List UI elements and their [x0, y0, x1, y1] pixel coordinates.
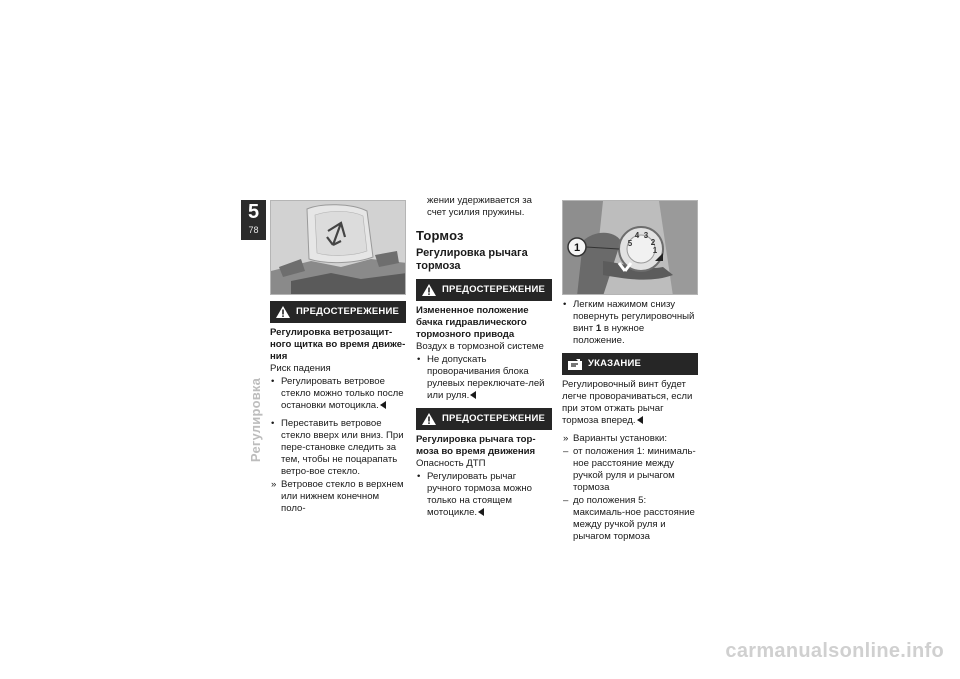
end-marker-icon — [470, 391, 476, 399]
warning-triangle-icon — [422, 284, 436, 296]
bullet-marker: • — [271, 376, 275, 387]
note-text — [562, 379, 698, 427]
chapter-number: 5 — [247, 201, 260, 223]
warning-bar — [416, 408, 552, 430]
warning-risk: Опасность ДТП — [416, 458, 486, 469]
page-number: 78 — [248, 225, 259, 235]
dial-number: 4 — [634, 231, 640, 240]
chapter-label — [246, 360, 266, 480]
warning-title: Регулировка рычага тор-моза во время движения — [416, 434, 536, 457]
step-text: Ветровое стекло в верхнем или нижнем конечном поло- — [281, 479, 404, 514]
bullet-callout-ref: 1 — [595, 323, 602, 334]
warning-bullet — [270, 376, 406, 412]
warning-label: ПРЕДОСТЕРЕЖЕНИЕ — [296, 306, 400, 317]
warning-triangle-icon — [276, 306, 290, 318]
hand-pointer-icon — [568, 359, 582, 370]
brake-lever-illustration — [563, 201, 698, 295]
warning-label: ПРЕДОСТЕРЕЖЕНИЕ — [442, 413, 546, 424]
column-1 — [270, 200, 406, 515]
bullet-marker: • — [271, 418, 275, 429]
bullet-text: Переставить ветровое стекло вверх или вниз. При пере-становке следить за тем, чтобы не поцарапать ветро-вое стекло. — [281, 418, 404, 477]
dash-text: до положения 5: максималь-ное расстояние между ручкой руля и рычагом тормоза — [573, 495, 695, 542]
section-title: Тормоз — [416, 228, 464, 243]
warning-title: Измененное положение бачка гидравлического тормозного привода — [416, 305, 529, 340]
windscreen-illustration — [271, 201, 406, 295]
warning-title: Регулировка ветрозащит-ного щитка во время движе-ния — [270, 327, 406, 362]
end-marker-icon — [478, 508, 484, 516]
end-marker-icon — [380, 401, 386, 409]
bullet-text-post: в нужное положение. — [573, 323, 645, 346]
note-bar — [562, 353, 698, 375]
bullet-text: Регулировать рычаг ручного тормоза можно только на стоящем мотоцикле. — [427, 471, 533, 518]
step-text: Варианты установки: — [573, 433, 668, 444]
note-label: УКАЗАНИЕ — [588, 358, 642, 369]
dash-item — [562, 446, 698, 494]
warning-bar — [270, 301, 406, 323]
bullet-text: Не допускать проворачивания блока рулевых переключате-лей или руля. — [427, 354, 545, 401]
dial-number: 2 — [650, 238, 656, 247]
dial-number: 5 — [627, 239, 633, 248]
note-text-content: Регулировочный винт будет легче проворачиваться, если при этом отжать рычаг тормоза вперед. — [562, 379, 693, 426]
warning-triangle-icon — [422, 413, 436, 425]
dial-number: 1 — [652, 246, 658, 255]
warning-bullet — [416, 471, 552, 519]
warning-label: ПРЕДОСТЕРЕЖЕНИЕ — [442, 284, 546, 295]
warning-bar — [416, 279, 552, 301]
column-2 — [416, 194, 552, 519]
chapter-label-text: Регулировка — [248, 377, 263, 463]
continued-text — [416, 195, 552, 219]
dial-number: 3 — [643, 231, 649, 240]
bullet-marker: • — [417, 471, 421, 482]
brake-lever-photo — [562, 200, 698, 295]
subsection-title: Регулировка рычага тормоза — [416, 247, 528, 272]
bullet-text: Регулировать ветровое стекло можно только после остановки мотоцикла. — [281, 376, 404, 411]
callout-number: 1 — [573, 242, 581, 254]
step-item — [270, 479, 406, 515]
warning-risk: Риск падения — [270, 363, 331, 374]
end-marker-icon — [637, 416, 643, 424]
dash-marker: – — [563, 446, 569, 457]
step-marker: » — [563, 433, 569, 444]
windscreen-photo — [270, 200, 406, 295]
list-item — [270, 418, 406, 478]
column-3 — [562, 200, 698, 543]
watermark: carmanualsonline.info — [725, 640, 944, 662]
dash-item — [562, 495, 698, 543]
list-item — [562, 299, 698, 347]
warning-risk: Воздух в тормозной системе — [416, 341, 544, 352]
continued-text-content: жении удерживается за счет усилия пружины. — [427, 195, 532, 218]
chapter-tab — [241, 200, 266, 240]
dash-marker: – — [563, 495, 569, 506]
step-marker: » — [271, 479, 277, 490]
bullet-text-pre: Легким нажимом снизу повернуть регулировочный винт — [573, 299, 695, 334]
bullet-marker: • — [563, 299, 567, 310]
warning-bullet — [416, 354, 552, 402]
bullet-marker: • — [417, 354, 421, 365]
dash-text: от положения 1: минималь-ное расстояние между ручкой руля и рычагом тормоза — [573, 446, 696, 493]
step-item — [562, 433, 698, 445]
